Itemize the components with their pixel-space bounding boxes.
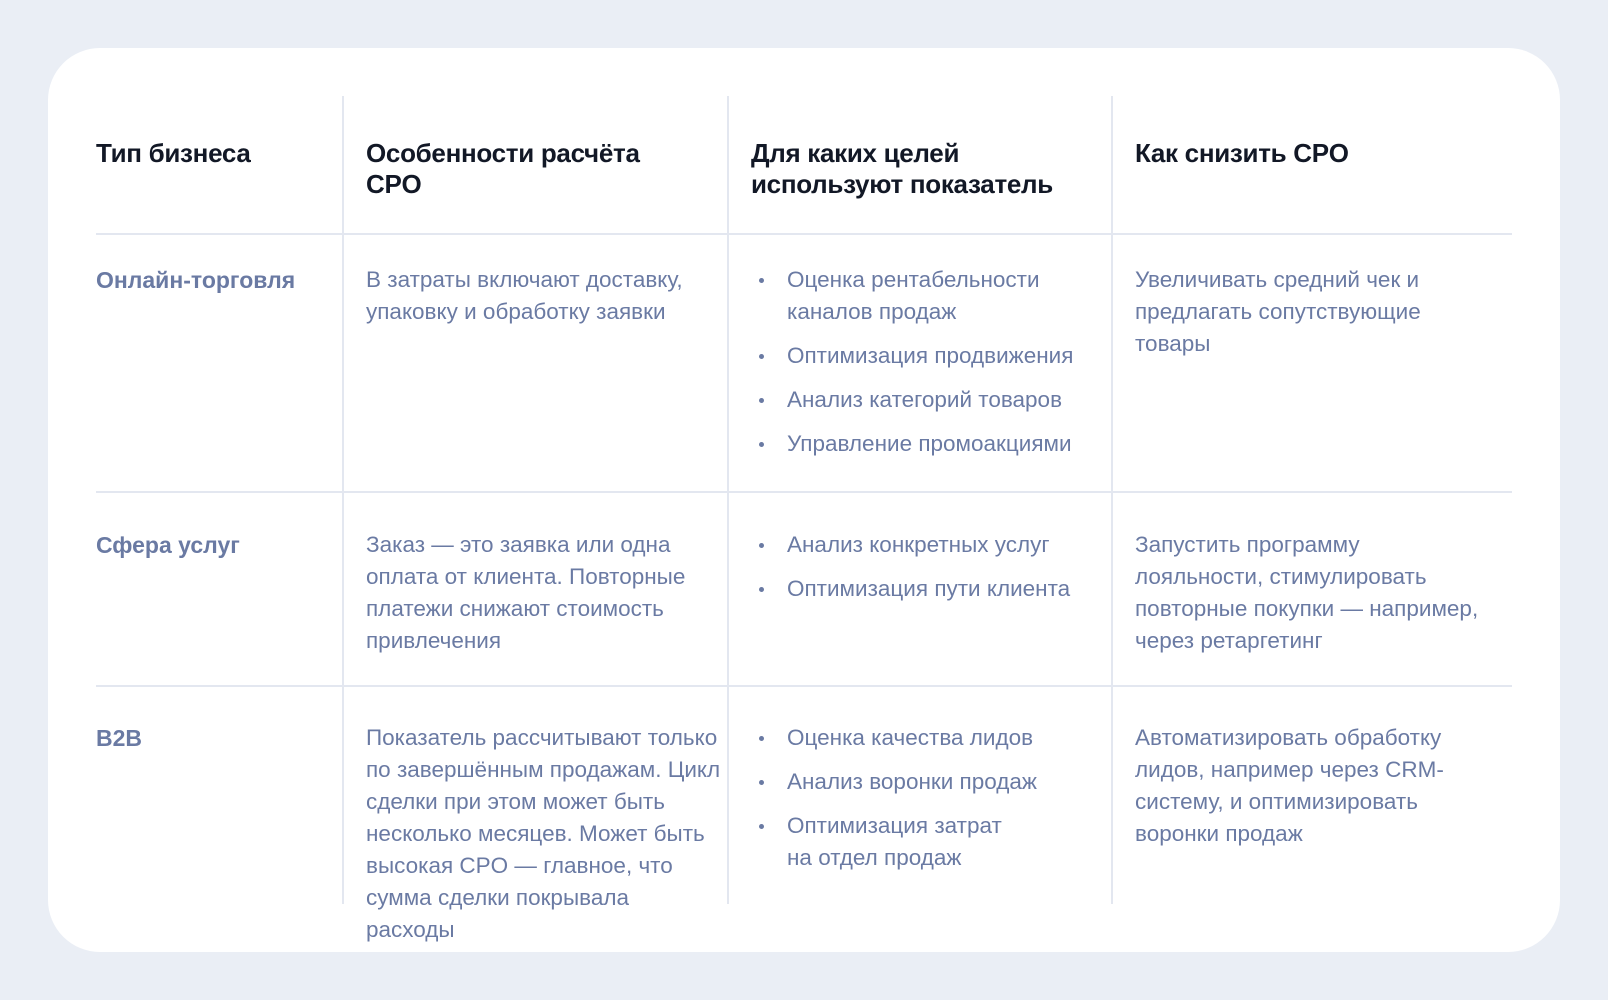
column-divider	[727, 96, 729, 904]
bullet-icon	[759, 824, 764, 829]
header-divider	[96, 233, 1512, 235]
reduce-cell: Увеличивать средний чек и предлагать сопутствующие товары	[1135, 267, 1421, 356]
bullet-icon	[759, 736, 764, 741]
header-business-type: Тип бизнеса	[96, 138, 251, 168]
bullet-icon	[759, 587, 764, 592]
reduce-cell: Запустить программу лояльности, стимулировать повторные покупки — например, через ретаргетинг	[1135, 532, 1479, 653]
table-card	[48, 48, 1560, 952]
list-item: Оптимизация затрат на отдел продаж	[751, 810, 1101, 874]
list-item: Оптимизация продвижения	[751, 340, 1101, 372]
reduce-cell: Автоматизировать обработку лидов, например через CRM-систему, и оптимизировать воронки продаж	[1135, 725, 1444, 846]
column-divider	[342, 96, 344, 904]
list-item: Оценка рентабельности каналов продаж	[751, 264, 1101, 328]
bullet-icon	[759, 780, 764, 785]
calc-features-cell: Заказ — это заявка или одна оплата от клиента. Повторные платежи снижают стоимость привлечения	[366, 532, 686, 653]
list-item: Анализ конкретных услуг	[751, 529, 1101, 561]
list-item: Управление промоакциями	[751, 428, 1101, 460]
list-item: Оценка качества лидов	[751, 722, 1101, 754]
header-goals: Для каких целей используют показатель	[751, 138, 1053, 199]
bullet-icon	[759, 543, 764, 548]
bullet-icon	[759, 278, 764, 283]
goals-list	[751, 264, 1101, 472]
goals-list	[751, 529, 1101, 617]
business-type-services: Сфера услуг	[96, 532, 240, 558]
bullet-icon	[759, 442, 764, 447]
list-item: Оптимизация пути клиента	[751, 573, 1101, 605]
list-item: Анализ категорий товаров	[751, 384, 1101, 416]
comparison-table	[96, 96, 1512, 942]
column-divider	[1111, 96, 1113, 904]
list-item: Анализ воронки продаж	[751, 766, 1101, 798]
row-divider	[96, 491, 1512, 493]
header-reduce: Как снизить CPO	[1135, 138, 1349, 168]
header-calc-features: Особенности расчёта CPO	[366, 138, 640, 199]
business-type-online-retail: Онлайн-торговля	[96, 267, 296, 293]
goals-list	[751, 722, 1101, 886]
bullet-icon	[759, 354, 764, 359]
calc-features-cell: Показатель рассчитывают только по завершённым продажам. Цикл сделки при этом может быть несколько месяцев. Может быть высокая CPO — главное, что сумма сделки покрывала расходы	[366, 725, 721, 942]
calc-features-cell: В затраты включают доставку, упаковку и обработку заявки	[366, 267, 683, 324]
row-divider	[96, 685, 1512, 687]
business-type-b2b: B2B	[96, 725, 143, 751]
bullet-icon	[759, 398, 764, 403]
